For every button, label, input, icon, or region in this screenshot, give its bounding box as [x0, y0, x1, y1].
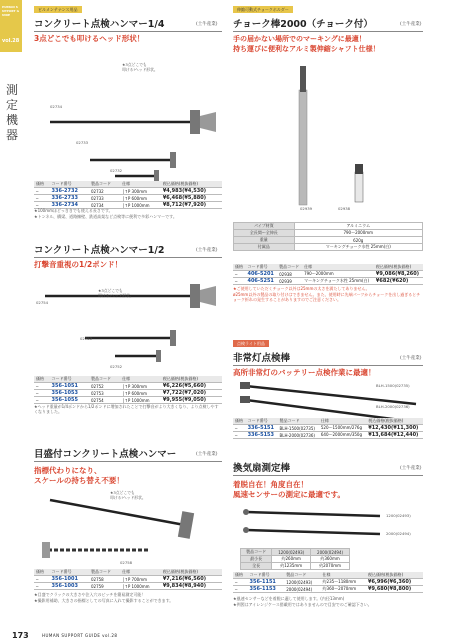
- table-row: ─ 336-5151 BLH-1500(02735) 520～1500mm/276g ¥12,430(¥11,300): [233, 425, 423, 432]
- note: ★例図はアイレンジケース搭載用ではありませんので目安でのご確認下さい。: [233, 602, 372, 607]
- catch-copy: 手の届かない場所でのマーキングに最適！ 持ち運びに便利なアルミ製伸縮シャフト仕様！: [233, 35, 380, 53]
- measuring-stick-image: [240, 502, 420, 542]
- category-tag: 伸縮可動式チョークホルダー: [233, 6, 293, 13]
- price-table: 価格 コード番号 製品コード 仕様 税込価格(税抜価格) ─ 356-1051 02752 │↑P 300mm ¥6,226(¥5,660) ─ 356-1053 02753 │↑P 600mm ¥7,722(¥7,020) ─ 356-1055 02754 │↑P 1000mm ¥9,955(¥9,050): [34, 376, 222, 404]
- product-title: 目盛付コンクリート点検ハンマー: [34, 449, 177, 460]
- section-tab: [0, 0, 22, 52]
- note: ø25mm以外の製品の取り付けはできません。また、使用時に先端パーツからチョークを出し過ぎるとチョーク折れの発生することがありますのでご注意ください。: [233, 292, 421, 302]
- price-table: 価格 コード番号 製品コード 仕様 税込価格(税抜価格) ─ 336-2732 02732 │↑P 300mm ¥4,983(¥4,530) ─ 336-2733 02733 │↑P 600mm ¥6,468(¥5,880) ─ 336-2734 02734 │↑P 1000mm ¥8,712(¥7,920): [34, 181, 222, 209]
- table-row: ─ 356-1053 02753 │↑P 600mm ¥7,722(¥7,020): [34, 390, 222, 397]
- catalog-name: HUMAN SUPPORT GUIDE vol.28: [42, 633, 118, 638]
- image-label: BLH-2000(02736): [376, 404, 410, 409]
- image-label: 02939: [300, 206, 313, 211]
- price-table: 価格 コード番号 製品コード 仕様 税込価格(税抜価格) ─ 356-1151 1200(02493) 約235～1180mm ¥6,996(¥6,360) ─ 356-1153 2000(02494) 約360～2070mm ¥9,680(¥8,800): [233, 572, 423, 593]
- note: ★ご使用していただくチョーク以外は25mmの太さを満たしてありません。: [233, 286, 370, 291]
- catch-copy: 3点どこでも叩けるヘッド形状！: [34, 34, 145, 43]
- maker-label: (土牛産業): [196, 248, 218, 253]
- spec-table: パイプ材質 アルミニウム 全長間～全伸長 790～2000mm 重量 620g 付属品 マーキングチョーク水性 25mm(白): [233, 222, 423, 251]
- feature-callout: ★3点どこでも 叩ける!ヘッド形状。: [110, 490, 146, 500]
- vol-label: vol.28: [2, 38, 20, 44]
- table-row: ─ 356-1003 02759 │↑P 1000mm ¥9,834(¥8,940): [34, 583, 222, 590]
- image-label: 02734: [50, 104, 63, 109]
- image-label: 02758: [120, 560, 133, 565]
- maker-label: (土牛産業): [400, 356, 422, 361]
- image-label: 02753: [80, 336, 93, 341]
- product-title: 非常灯点検棒: [233, 353, 291, 364]
- maker-label: (土牛産業): [196, 452, 218, 457]
- table-row: ─ 356-1001 02758 │↑P 700mm ¥7,216(¥6,560): [34, 576, 222, 583]
- catch-copy: 着脱自在！角度自在！ 風速センサーの測定に最適です。: [233, 480, 345, 499]
- catch-copy: 指標代わりになり、 スケールの持ち替え不要！: [34, 466, 124, 485]
- note: ★トンネル、橋梁、道路擁壁、鉄道高架など点検等に便利で多彩ハンマーです。: [34, 214, 177, 219]
- product-title: 換気扇測定棒: [233, 463, 291, 474]
- image-label: 02754: [36, 300, 49, 305]
- image-label: 02752: [110, 364, 123, 369]
- note: ★100mmほどっききでも使える長さです。: [34, 208, 113, 213]
- image-label: BLH-1500(02735): [376, 383, 410, 388]
- product-title: チョーク棒2000（チョーク付）: [233, 19, 373, 30]
- catch-copy: 高所非常灯のバッテリー点検作業に最適！: [233, 368, 376, 377]
- table-row: ─ 336-2732 02732 │↑P 300mm ¥4,983(¥4,530): [34, 188, 222, 195]
- table-row: ─ 336-2733 02733 │↑P 600mm ¥6,468(¥5,880): [34, 195, 222, 202]
- image-label: 02732: [110, 168, 123, 173]
- note: ★風速センサーなどを着脱に適して使用します。(内径13mm): [233, 596, 345, 601]
- feature-callout: ★3点どこでも 叩ける!ヘッド形状。: [122, 62, 158, 72]
- note: ★目盛でクラックの大きさや注入穴のピッチを簡易測定可能！: [34, 592, 146, 597]
- note: ★撮影用補助、大きさの指標としての写真に入れて撮影することができます。: [34, 598, 174, 603]
- image-label: 02733: [76, 140, 89, 145]
- table-row: ─ 336-2734 02734 │↑P 1000mm ¥8,712(¥7,920): [34, 202, 222, 209]
- maker-label: (土牛産業): [400, 466, 422, 471]
- product-title: コンクリート点検ハンマー1/4: [34, 19, 165, 30]
- table-row: ─ 356-1153 2000(02494) 約360～2070mm ¥9,680(¥8,800): [233, 586, 423, 593]
- catch-copy: 打撃音重視の1/2ポンド！: [34, 260, 123, 269]
- guide-label: HUMAN SUPPORT GUIDE: [2, 5, 20, 17]
- page-number: 173: [12, 631, 29, 640]
- table-row: ─ 356-1151 1200(02493) 約235～1180mm ¥6,996(¥6,360): [233, 579, 423, 586]
- maker-label: (土牛産業): [400, 22, 422, 27]
- page-footer: [0, 628, 455, 644]
- image-label: 2000(02494): [386, 531, 411, 536]
- product-title: コンクリート点検ハンマー1/2: [34, 245, 165, 256]
- price-table: 価格 コード番号 製品コード 仕様 税込価格(税抜価格) ─ 406-5201 02938 790～2000mm ¥9,086(¥8,260) ─ 406-5251 02939 マーキングチョーク水性 25mm(白) ¥682(¥620): [233, 264, 423, 285]
- price-table: 価格 コード番号 製品コード 仕様 税込価格(税抜価格) ─ 336-5151 BLH-1500(02735) 520～1500mm/276g ¥12,430(¥11,300) ─ 336-5153 BLH-2000(02736) 640～2000mm/350g ¥13,684(¥12,440): [233, 418, 423, 439]
- vertical-category: 測定機器: [6, 83, 19, 142]
- table-row: ─ 406-5201 02938 790～2000mm ¥9,086(¥8,260): [233, 271, 423, 278]
- image-label: 1200(02493): [386, 513, 411, 518]
- feature-callout: ★3点どこでも 叩ける!ヘッド形状。: [98, 288, 134, 298]
- table-row: ─ 406-5251 02939 マーキングチョーク水性 25mm(白) ¥682(¥620): [233, 278, 423, 285]
- maker-label: (土牛産業): [196, 22, 218, 27]
- spec-table: 製品コード 1200(02493) 2000(02494) 最小長 約260mm 約360mm 全長 約1235mm 約2070mm: [240, 548, 350, 570]
- price-table: 価格 コード番号 製品コード 仕様 税込価格(税抜価格) ─ 356-1001 02758 │↑P 700mm ¥7,216(¥6,560) ─ 356-1003 02759 │↑P 1000mm ¥9,834(¥8,940): [34, 569, 222, 590]
- table-row: ─ 356-1055 02754 │↑P 1000mm ¥9,955(¥9,050): [34, 397, 222, 404]
- table-row: ─ 336-5153 BLH-2000(02736) 640～2000mm/350g ¥13,684(¥12,440): [233, 432, 423, 439]
- chalk-stick-image: [285, 62, 375, 212]
- hammer-image: [40, 490, 220, 560]
- category-tag: ビルメンテナンス用品: [34, 6, 82, 13]
- image-label: 02938: [338, 206, 351, 211]
- category-tag: 点検ライト用品: [233, 340, 269, 347]
- note: ★ヘッド重量が1/4ポンドから1/2ポンドに増加されたことで打撃音がより大きくなり、より点検しやすくなりました。: [34, 404, 219, 414]
- table-row: ─ 356-1051 02752 │↑P 300mm ¥6,226(¥5,660): [34, 383, 222, 390]
